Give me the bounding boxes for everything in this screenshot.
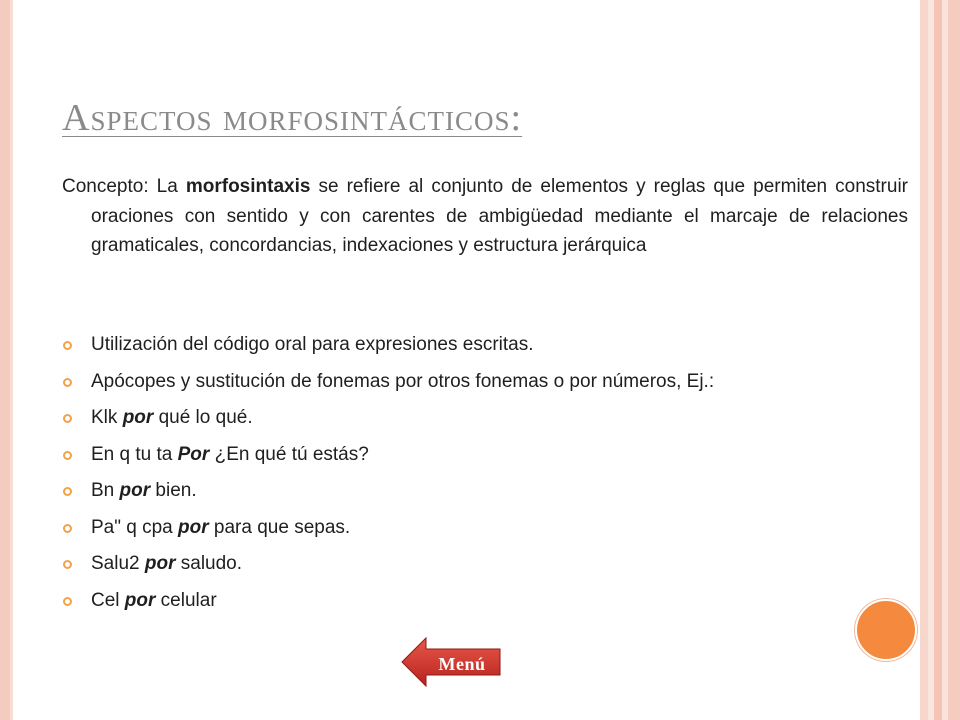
bullet-text-after: qué lo qué. (153, 407, 253, 428)
bullet-text-after: saludo. (175, 553, 243, 574)
bullet-item (62, 588, 902, 625)
bullet-item (62, 551, 902, 588)
bullet-text-after: bien. (150, 480, 197, 501)
slide-title: Aspectos morfosintácticos: (62, 97, 523, 139)
concept-prefix: Concepto: La (62, 176, 186, 197)
bullet-text-after: ¿En qué tú estás? (209, 443, 369, 465)
bullet-text: En q tu ta (91, 443, 178, 465)
bullet-list (62, 332, 902, 624)
right-decorative-stripes (920, 0, 960, 720)
bullet-text-after: para que sepas. (208, 516, 351, 538)
left-frame-border (0, 0, 10, 720)
left-frame-inner-border (10, 0, 13, 720)
bullet-text: Pa" q cpa (91, 516, 179, 538)
concept-term: morfosintaxis (185, 176, 311, 197)
bullet-text: Bn (91, 480, 120, 501)
bullet-ring-icon (63, 451, 72, 460)
bullet-item (62, 442, 902, 479)
bullet-text: Apócopes y sustitución de fonemas por otros fonemas o por números, Ej.: (91, 370, 715, 392)
menu-button[interactable] (400, 636, 502, 688)
bullet-text: Klk (91, 407, 123, 428)
bullet-item (62, 369, 902, 406)
bullet-keyword: por (144, 553, 176, 574)
bullet-keyword: por (122, 407, 154, 428)
bullet-ring-icon (63, 378, 72, 387)
bullet-keyword: por (124, 589, 156, 611)
concept-definition: se refiere al conjunto de elementos y reglas que permiten construir oraciones con sentido y con carentes de ambigüedad mediante el marcaje de relaciones gramaticales, concordancias, indexaciones y estructura jerárquica (91, 176, 908, 256)
bullet-text: Salu2 (91, 553, 145, 574)
bullet-text: Cel (91, 589, 125, 611)
bullet-ring-icon (63, 524, 72, 533)
bullet-text-after: celular (155, 589, 217, 611)
bullet-keyword: por (178, 516, 209, 538)
bullet-item (62, 515, 902, 552)
bullet-ring-icon (63, 597, 72, 606)
bullet-ring-icon (63, 560, 72, 569)
bullet-ring-icon (63, 487, 72, 496)
menu-button-label: Menú (438, 654, 486, 674)
bullet-item (62, 405, 902, 442)
bullet-text: Utilización del código oral para expresiones escritas. (91, 334, 534, 355)
bullet-ring-icon (63, 414, 72, 423)
bullet-keyword: por (119, 480, 151, 501)
bullet-ring-icon (63, 341, 72, 350)
bullet-keyword: Por (177, 443, 210, 465)
concept-paragraph (62, 172, 908, 261)
bullet-item (62, 332, 902, 369)
decorative-orange-circle (855, 599, 917, 661)
bullet-item (62, 478, 902, 515)
